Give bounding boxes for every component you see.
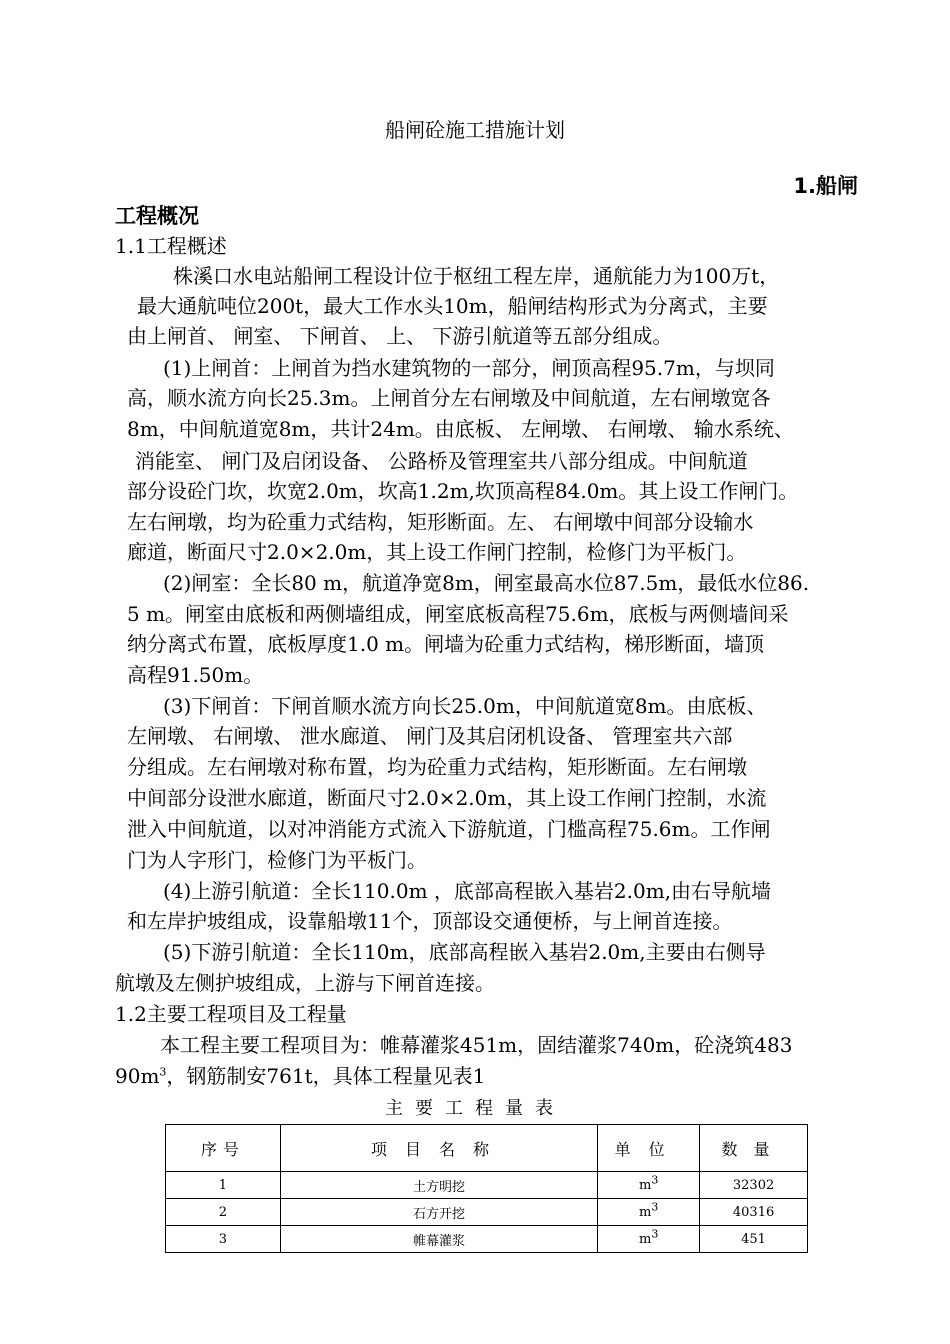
header-cell: 序号	[166, 1125, 281, 1172]
paragraph-line: 航墩及左侧护坡组成，上游与下闸首连接。	[115, 971, 495, 995]
table-caption: 主要工程量表	[385, 1098, 565, 1119]
document-title: 船闸砼施工措施计划	[385, 118, 565, 142]
table-header-row	[166, 1125, 808, 1172]
cell-item-name: 帷幕灌浆	[280, 1226, 597, 1253]
unit-superscript: 3	[651, 1227, 659, 1241]
paragraph-line: 高程91.50m。	[127, 663, 264, 687]
paragraph-line: (2)闸室：全长80 m，航道净宽8m，闸室最高水位87.5m，最低水位86.	[163, 571, 810, 595]
paragraph-line: 左右闸墩，均为砼重力式结构，矩形断面。左、 右闸墩中间部分设输水	[127, 510, 754, 534]
paragraph-line: 泄入中间航道，以对冲消能方式流入下游航道，门槛高程75.6m。工作闸	[127, 817, 771, 841]
paragraph-line: 部分设砼门坎，坎宽2.0m，坎高1.2m,坎顶高程84.0m。其上设工作闸门。	[127, 479, 799, 503]
table-row	[166, 1172, 808, 1199]
subsection-heading: 1.1工程概述	[115, 234, 227, 258]
paragraph-line: 中间部分设泄水廊道，断面尺寸2.0×2.0m，其上设工作闸门控制，水流	[127, 786, 767, 810]
unit-superscript: 3	[651, 1200, 659, 1214]
paragraph-line: (3)下闸首：下闸首顺水流方向长25.0m，中间航道宽8m。由底板、	[163, 694, 767, 718]
cell-quantity: 32302	[700, 1172, 808, 1199]
paragraph-line: 纳分离式布置，底板厚度1.0 m。闸墙为砼重力式结构，梯形断面，墙顶	[127, 632, 765, 656]
unit-superscript: 3	[651, 1173, 659, 1187]
text-run: 90m	[115, 1064, 160, 1088]
paragraph-line: (1)上闸首：上闸首为挡水建筑物的一部分，闸顶高程95.7m，与坝同	[163, 356, 775, 380]
superscript: 3	[159, 1065, 167, 1079]
cell-quantity: 451	[700, 1226, 808, 1253]
paragraph-line: 消能室、 闸门及启闭设备、 公路桥及管理室共八部分组成。中间航道	[135, 449, 748, 473]
cell-unit	[598, 1172, 700, 1199]
cell-item-name: 石方开挖	[280, 1199, 597, 1226]
section-title: 工程概况	[115, 204, 199, 228]
cell-unit	[598, 1199, 700, 1226]
cell-number: 1	[166, 1172, 281, 1199]
paragraph-line: 5 m。闸室由底板和两侧墙组成，闸室底板高程75.6m，底板与两侧墙间采	[127, 602, 789, 626]
unit-text: m	[639, 1204, 652, 1220]
paragraph-line: 分组成。左右闸墩对称布置，均为砼重力式结构，矩形断面。左右闸墩	[127, 755, 747, 779]
cell-number: 2	[166, 1199, 281, 1226]
paragraph-line: 廊道，断面尺寸2.0×2.0m，其上设工作闸门控制，检修门为平板门。	[127, 540, 747, 564]
table-row	[166, 1199, 808, 1226]
header-cell: 单位	[598, 1125, 700, 1172]
paragraph-line: 最大通航吨位200t，最大工作水头10m，船闸结构形式为分离式，主要	[137, 294, 768, 318]
cell-number: 3	[166, 1226, 281, 1253]
header-cell: 项目名称	[280, 1125, 597, 1172]
quantity-table	[165, 1124, 808, 1253]
table-row	[166, 1226, 808, 1253]
paragraph-line: 左闸墩、 右闸墩、 泄水廊道、 闸门及其启闭机设备、 管理室共六部	[127, 724, 733, 748]
cell-quantity: 40316	[700, 1199, 808, 1226]
text-run: ，钢筋制安761t，具体工程量见表1	[166, 1064, 486, 1088]
paragraph-line: 本工程主要工程项目为：帷幕灌浆451m，固结灌浆740m，砼浇筑483	[160, 1033, 793, 1057]
paragraph-line: 8m，中间航道宽8m，共计24m。由底板、 左闸墩、 右闸墩、 输水系统、	[127, 417, 794, 441]
paragraph-line: (4)上游引航道：全长110.0m ，底部高程嵌入基岩2.0m,由右导航墙	[163, 879, 772, 903]
unit-text: m	[639, 1231, 652, 1247]
cell-unit	[598, 1226, 700, 1253]
cell-item-name: 土方明挖	[280, 1172, 597, 1199]
subsection-heading: 1.2主要工程项目及工程量	[115, 1002, 347, 1026]
unit-text: m	[639, 1177, 652, 1193]
paragraph-line: 由上闸首、 闸室、 下闸首、 上、 下游引航道等五部分组成。	[127, 324, 673, 348]
header-cell: 数量	[700, 1125, 808, 1172]
paragraph-line: 高，顺水流方向长25.3m。上闸首分左右闸墩及中间航道，左右闸墩宽各	[127, 386, 771, 410]
paragraph-line: 门为人字形门，检修门为平板门。	[127, 848, 427, 872]
paragraph-line	[115, 1061, 485, 1091]
section-number: 1.船闸	[793, 174, 858, 198]
paragraph-line: 株溪口水电站船闸工程设计位于枢纽工程左岸，通航能力为100万t，	[173, 264, 780, 288]
paragraph-line: (5)下游引航道：全长110m，底部高程嵌入基岩2.0m,主要由右侧导	[163, 940, 766, 964]
paragraph-line: 和左岸护坡组成，设靠船墩11个，顶部设交通便桥，与上闸首连接。	[127, 909, 733, 933]
